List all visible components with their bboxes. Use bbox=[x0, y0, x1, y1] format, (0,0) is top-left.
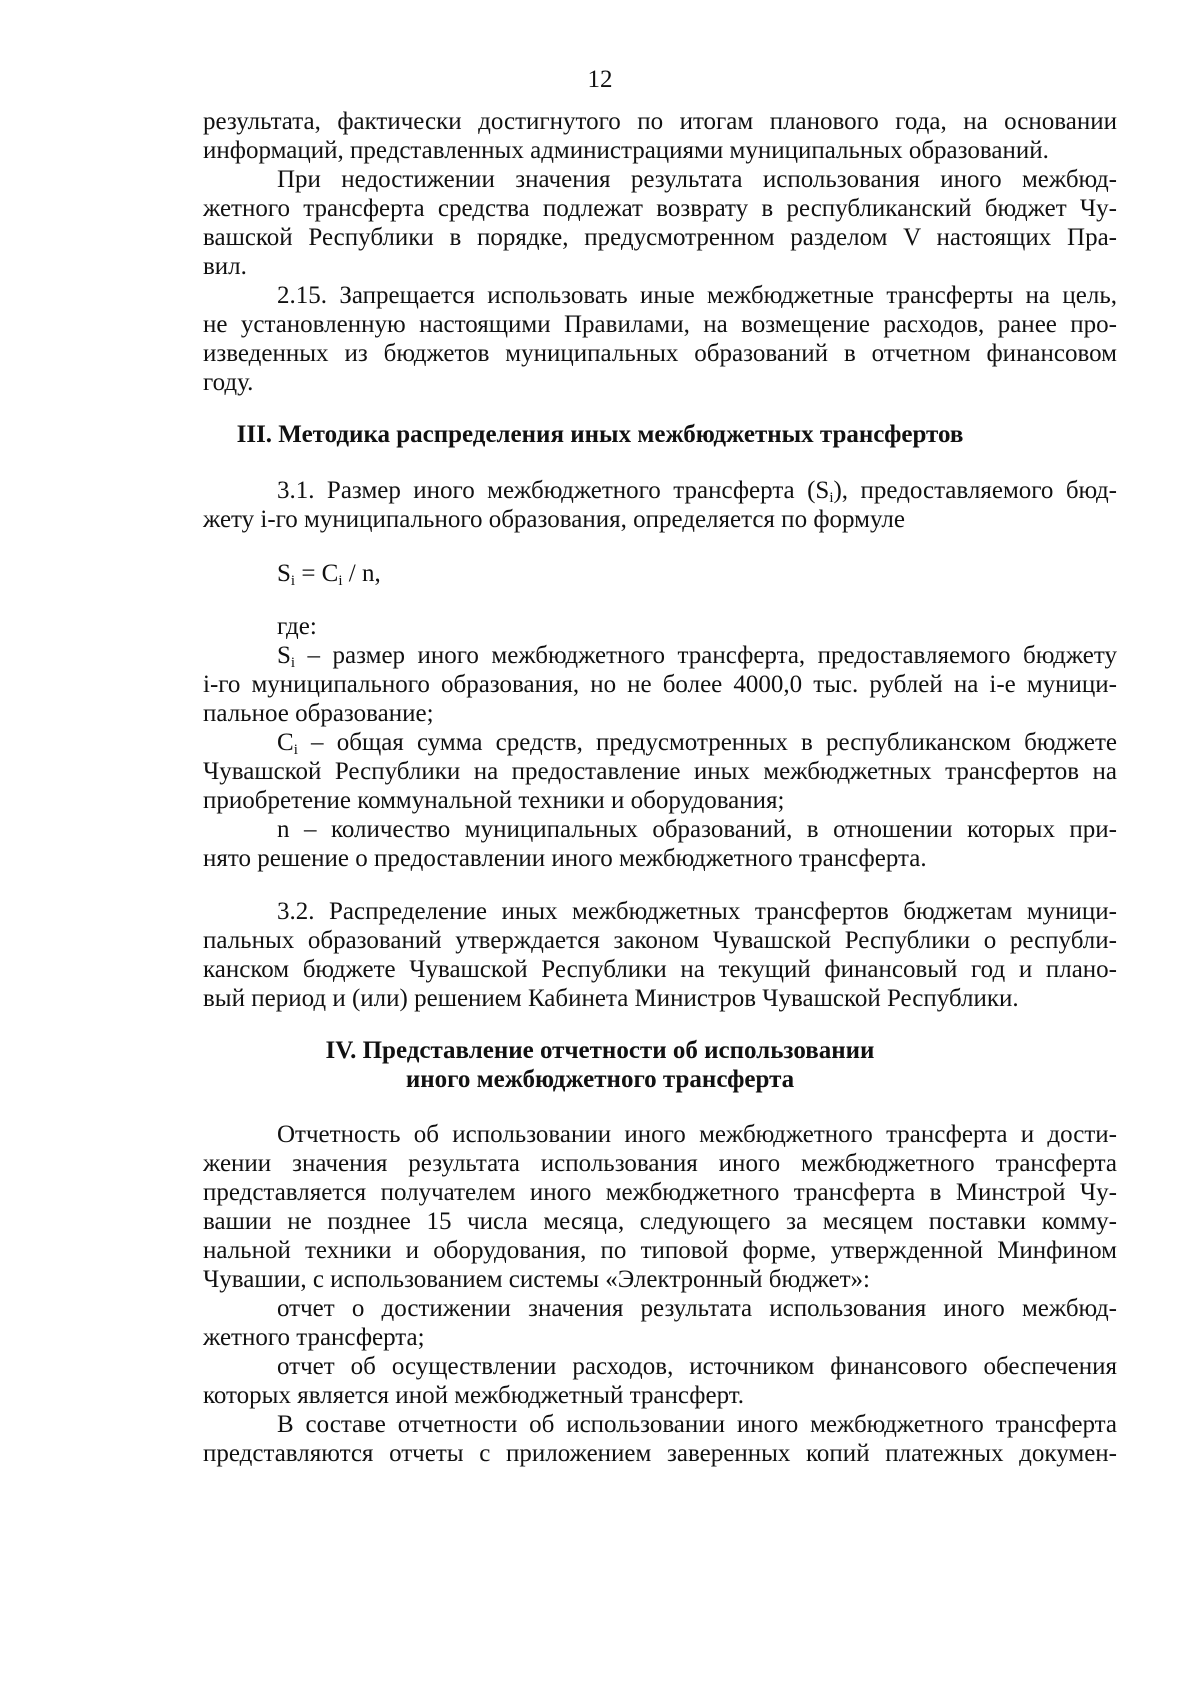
definition-line: i-го муниципального образования, но не более 4000,0 тыс. рублей на i-е муници- bbox=[203, 671, 1117, 698]
where-label: где: bbox=[277, 613, 317, 640]
paragraph-line: жету i-го муниципального образования, определяется по формуле bbox=[203, 506, 905, 533]
definition-line: $S_i$ – размер иного межбюджетного трансферта, предоставляемого бюджету bbox=[277, 642, 1117, 671]
paragraph-line: В составе отчетности об использовании иного межбюджетного трансферта bbox=[277, 1411, 1117, 1438]
paragraph-line: информаций, представленных администрациями муниципальных образований. bbox=[203, 137, 1049, 164]
list-item-line: отчет о достижении значения результата использования иного межбюд- bbox=[277, 1295, 1117, 1322]
paragraph-line: 3.1. Размер иного межбюджетного трансферта $(S_i)$, предоставляемого бюд- bbox=[277, 477, 1118, 506]
paragraph-line: вашии не позднее 15 числа месяца, следующего за месяцем поставки комму- bbox=[203, 1208, 1117, 1235]
list-item-line: которых является иной межбюджетный трансферт. bbox=[203, 1382, 745, 1409]
definition-line: Чувашской Республики на предоставление иных межбюджетных трансфертов на bbox=[203, 758, 1117, 785]
definition-line: $C_i$ – общая сумма средств, предусмотренных в республиканском бюджете bbox=[277, 729, 1117, 758]
definition-line: n – количество муниципальных образований, в отношении которых при- bbox=[277, 816, 1117, 843]
paragraph-line: жетного трансферта средства подлежат возврату в республиканский бюджет Чу- bbox=[203, 195, 1117, 222]
paragraph-line: представляются отчеты с приложением заверенных копий платежных докумен- bbox=[203, 1440, 1117, 1467]
paragraph-line: 3.2. Распределение иных межбюджетных трансфертов бюджетам муници- bbox=[277, 898, 1117, 925]
paragraph-line: канском бюджете Чувашской Республики на текущий финансовый год и плано- bbox=[203, 956, 1117, 983]
paragraph-line: результата, фактически достигнутого по итогам планового года, на основании bbox=[203, 108, 1117, 135]
paragraph-line: пальных образований утверждается законом Чувашской Республики о республи- bbox=[203, 927, 1117, 954]
section-heading: иного межбюджетного трансферта bbox=[405, 1066, 795, 1093]
paragraph-line: изведенных из бюджетов муниципальных образований в отчетном финансовом bbox=[203, 340, 1117, 367]
paragraph-line: Чувашии, с использованием системы «Электронный бюджет»: bbox=[203, 1266, 870, 1293]
paragraph-line: вый период и (или) решением Кабинета Министров Чувашской Республики. bbox=[203, 985, 1019, 1012]
paragraph-line: 2.15. Запрещается использовать иные межбюджетные трансферты на цель, bbox=[277, 282, 1117, 309]
page-number: 12 bbox=[587, 66, 613, 93]
formula: $S_i = C_i / n$, bbox=[277, 560, 381, 589]
paragraph-line: году. bbox=[203, 369, 254, 396]
section-heading: IV. Представление отчетности об использовании bbox=[325, 1037, 875, 1064]
paragraph-line: жении значения результата использования иного межбюджетного трансферта bbox=[203, 1150, 1117, 1177]
paragraph-line: вашской Республики в порядке, предусмотренном разделом V настоящих Пра- bbox=[203, 224, 1117, 251]
paragraph-line: вил. bbox=[203, 253, 247, 280]
list-item-line: отчет об осуществлении расходов, источником финансового обеспечения bbox=[277, 1353, 1117, 1380]
list-item-line: жетного трансферта; bbox=[203, 1324, 425, 1351]
definition-line: пальное образование; bbox=[203, 700, 434, 727]
paragraph-line: нальной техники и оборудования, по типовой форме, утвержденной Минфином bbox=[203, 1237, 1117, 1264]
paragraph-line: представляется получателем иного межбюджетного трансферта в Минстрой Чу- bbox=[203, 1179, 1117, 1206]
section-heading: III. Методика распределения иных межбюджетных трансфертов bbox=[236, 421, 964, 448]
paragraph-line: При недостижении значения результата использования иного межбюд- bbox=[277, 166, 1117, 193]
definition-line: нято решение о предоставлении иного межбюджетного трансферта. bbox=[203, 845, 927, 872]
definition-line: приобретение коммунальной техники и оборудования; bbox=[203, 787, 785, 814]
paragraph-line: не установленную настоящими Правилами, на возмещение расходов, ранее про- bbox=[203, 311, 1117, 338]
paragraph-line: Отчетность об использовании иного межбюджетного трансферта и дости- bbox=[277, 1121, 1117, 1148]
